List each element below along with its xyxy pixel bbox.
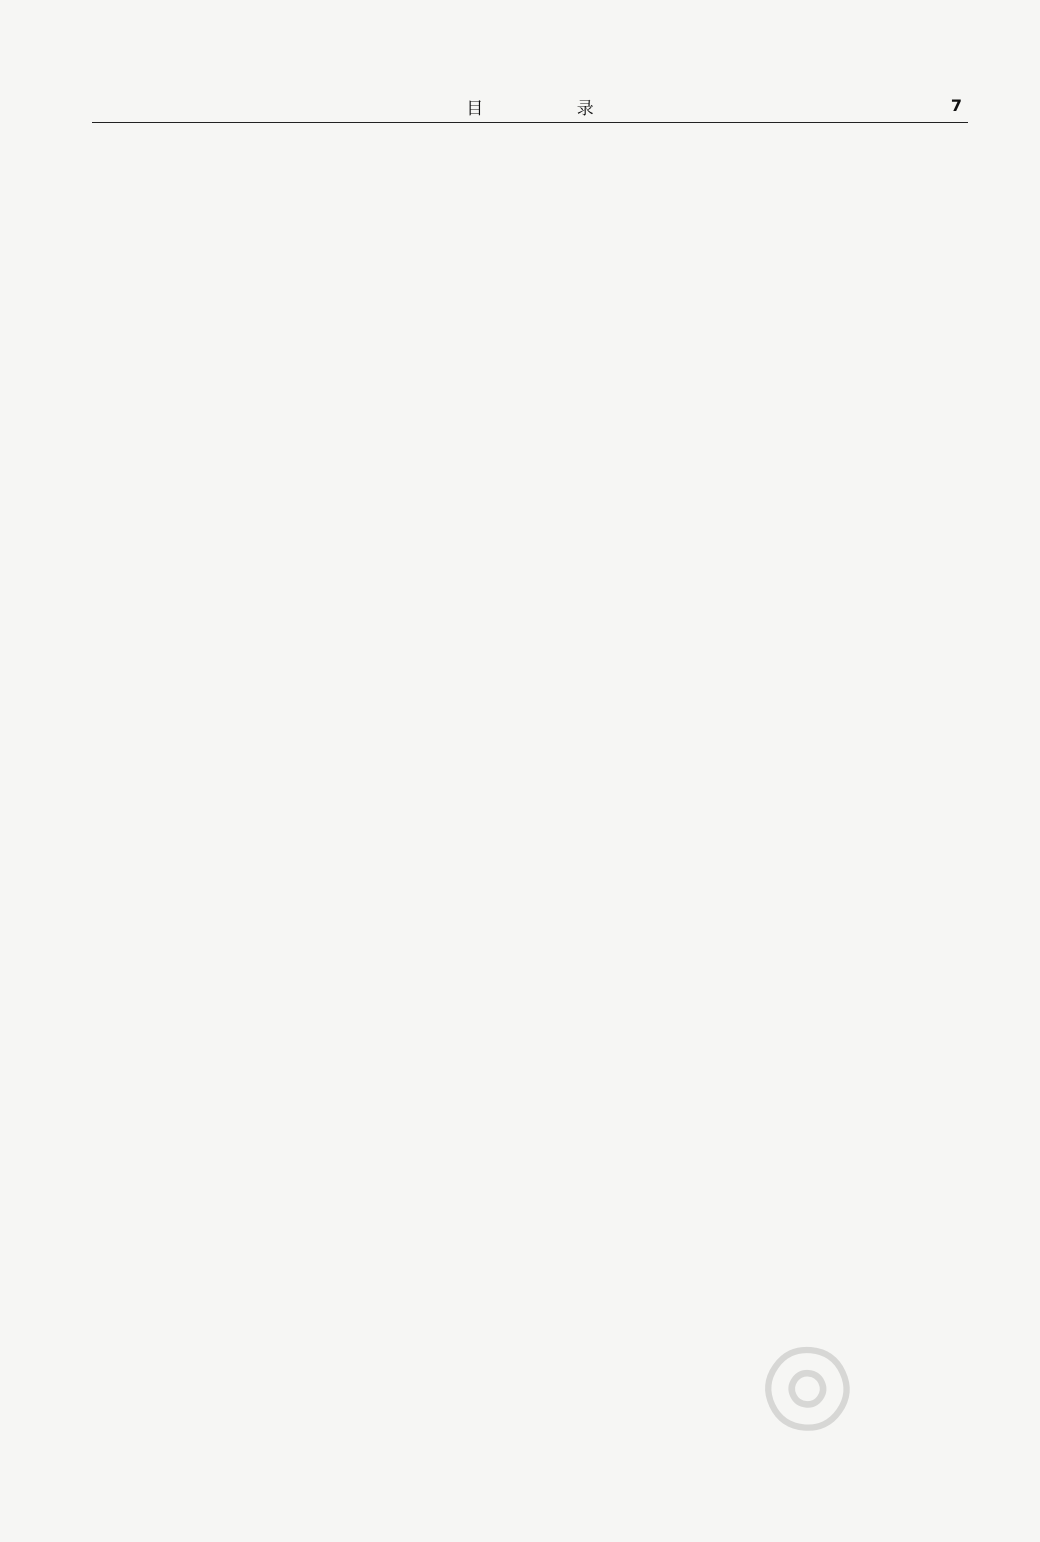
watermark-stamp: ◎ xyxy=(732,1302,874,1459)
page-title: 目 录 xyxy=(466,99,638,119)
page-number: 7 xyxy=(950,96,962,115)
page-header xyxy=(92,94,968,123)
